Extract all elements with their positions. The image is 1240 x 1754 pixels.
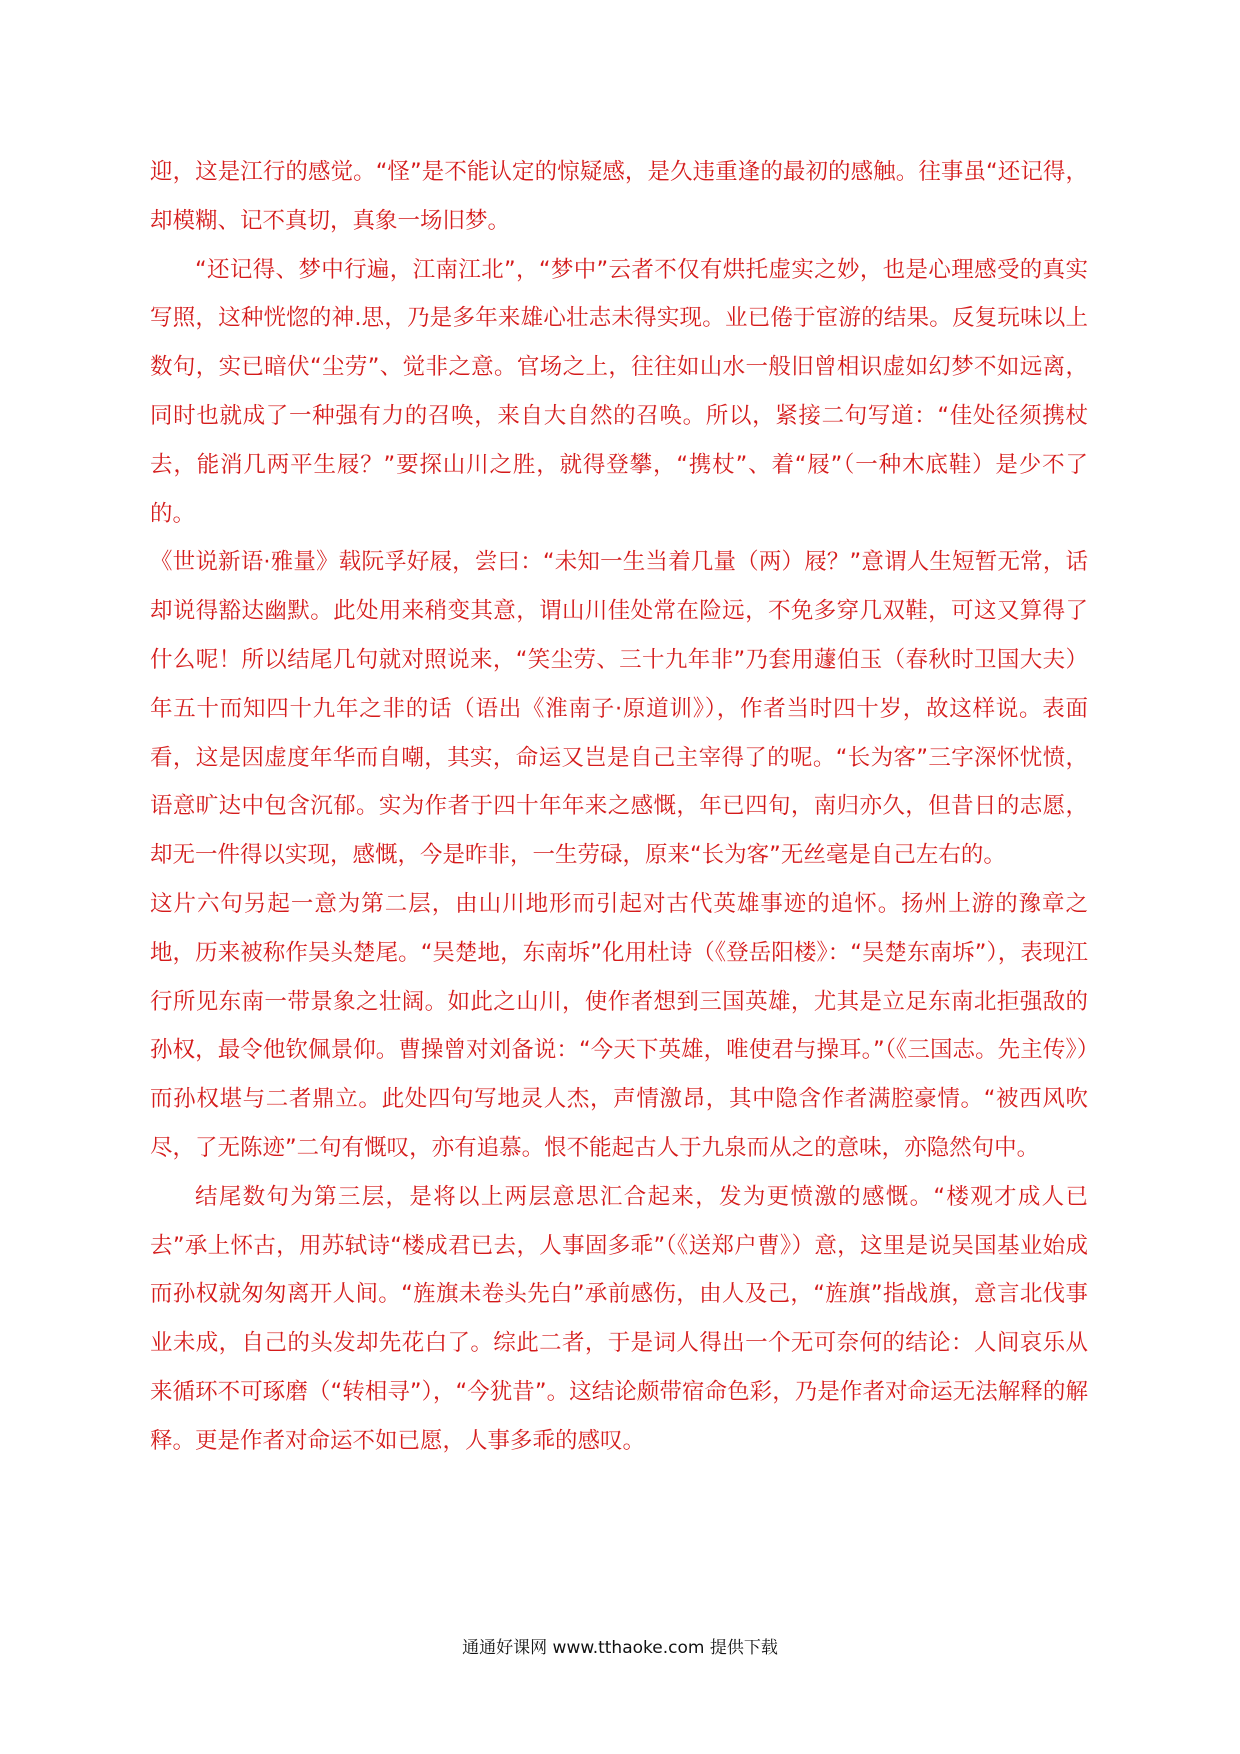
paragraph-1: 迎，这是江行的感觉。“怪”是不能认定的惊疑感，是久违重逢的最初的感触。往事虽“还记得，却模糊、记不真切，真象一场旧梦。 [150,159,1088,234]
page-footer: 通通好课网 www.tthaoke.com 提供下载 [462,1638,778,1658]
paragraph-4: 这片六句另起一意为第二层，由山川地形而引起对古代英雄事迹的追怀。扬州上游的豫章之地，历来被称作吴头楚尾。“吴楚地，东南坼”化用杜诗（《登岳阳楼》：“吴楚东南坼”），表现江行所见东南一带景象之壮阔。如此之山川，使作者想到三国英雄，尤其是立足东南北拒强敌的孙权，最令他钦佩景仰。曹操曾对刘备说：“今天下英雄，唯使君与操耳。”（《三国志。先主传》）而孙权堪与二者鼎立。此处四句写地灵人杰，声情激昂，其中隐含作者满腔豪情。“被西风吹尽，了无陈迹”二句有慨叹，亦有追慕。恨不能起古人于九泉而从之的意味，亦隐然句中。 [150,890,1088,1161]
paragraph-5: 结尾数句为第三层，是将以上两层意思汇合起来，发为更愤激的感慨。“楼观才成人已去”承上怀古，用苏轼诗“楼成君已去，人事固多乖”（《送郑户曹》）意，这里是说吴国基业始成而孙权就匆匆离开人间。“旌旗未卷头先白”承前感伤，由人及己，“旌旗”指战旗，意言北伐事业未成，自己的头发却先花白了。综此二者，于是词人得出一个无可奈何的结论：人间哀乐从来循环不可琢磨（“转相寻”），“今犹昔”。这结论颇带宿命色彩，乃是作者对命运无法解释的解释。更是作者对命运不如已愿，人事多乖的感叹。 [150,1183,1088,1454]
document-body [150,148,1088,1466]
paragraph-2: “还记得、梦中行遍，江南江北”，“梦中”云者不仅有烘托虚实之妙，也是心理感受的真实写照，这种恍惚的神.思，乃是多年来雄心壮志未得实现。业已倦于宦游的结果。反复玩味以上数句，实已暗伏“尘劳”、觉非之意。官场之上，往往如山水一般旧曾相识虚如幻梦不如远离，同时也就成了一种强有力的召唤，来自大自然的召唤。所以，紧接二句写道：“佳处径须携杖去，能消几两平生屐？”要探山川之胜，就得登攀，“携杖”、着“屐”（一种木底鞋）是少不了的。 [150,256,1088,527]
paragraph-3: 《世说新语·雅量》载阮孚好屐，尝曰：“未知一生当着几量（两）屐？”意谓人生短暂无常，话却说得豁达幽默。此处用来稍变其意，谓山川佳处常在险远，不免多穿几双鞋，可这又算得了什么呢！所以结尾几句就对照说来，“笑尘劳、三十九年非”乃套用蘧伯玉（春秋时卫国大夫）年五十而知四十九年之非的话（语出《淮南子·原道训》），作者当时四十岁，故这样说。表面看，这是因虚度年华而自嘲，其实，命运又岂是自己主宰得了的呢。“长为客”三字深怀忧愤，语意旷达中包含沉郁。实为作者于四十年年来之感慨，年已四旬，南归亦久，但昔日的志愿，却无一件得以实现，感慨，今是昨非，一生劳碌，原来“长为客”无丝毫是自己左右的。 [150,549,1088,869]
